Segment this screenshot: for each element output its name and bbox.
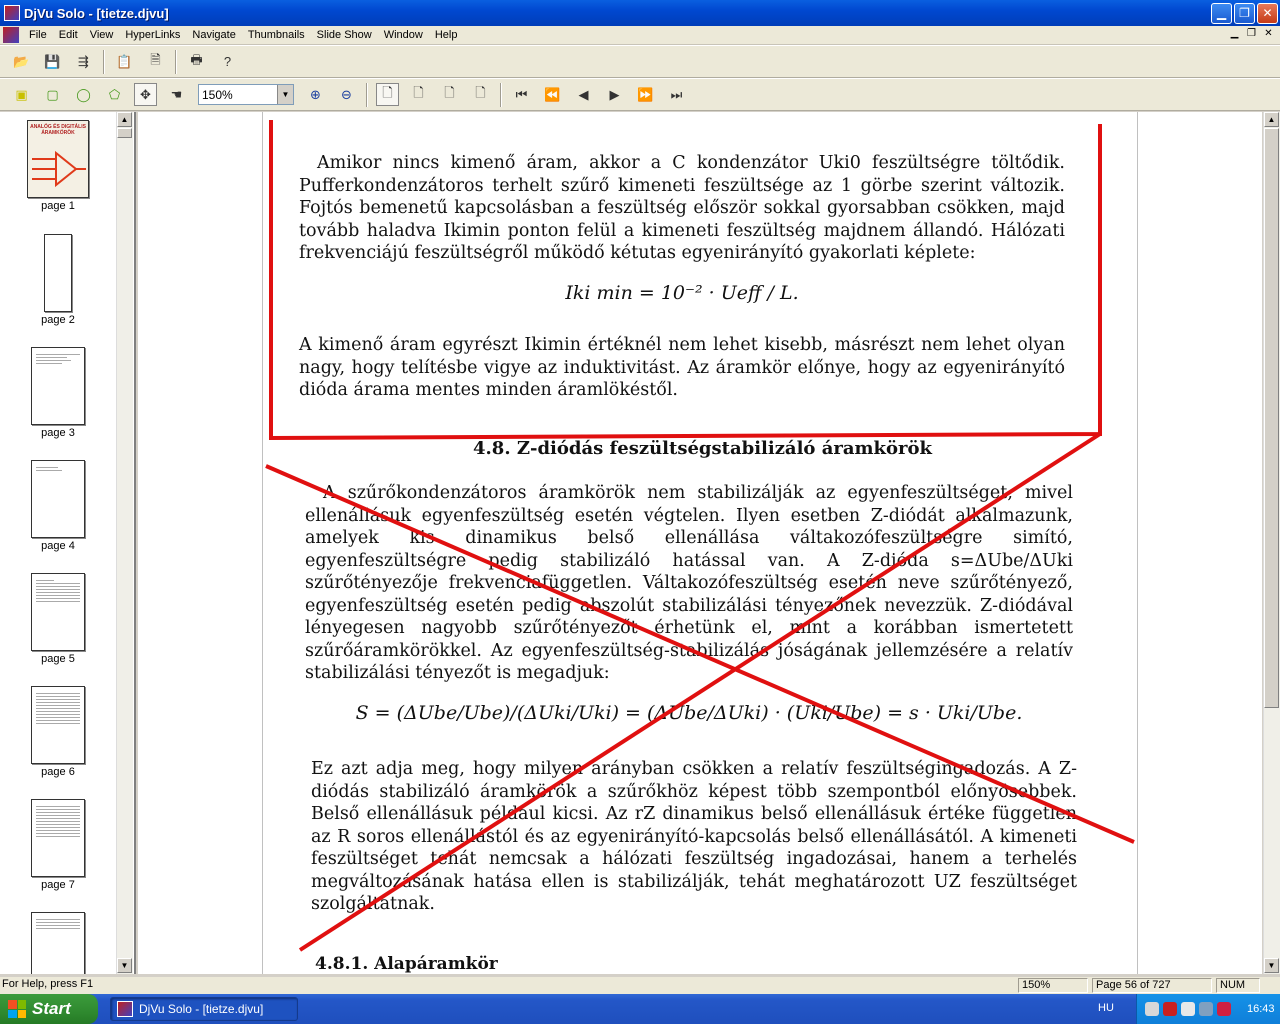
zoom-in-icon[interactable]: ⊕ xyxy=(310,86,321,102)
export-icon[interactable]: ⇶ xyxy=(78,53,89,69)
thumbnail-page-1[interactable] xyxy=(0,120,116,212)
red-annotation-overlay xyxy=(138,112,1262,974)
scroll-thumb[interactable] xyxy=(1264,128,1279,708)
thumbnail-page-7[interactable] xyxy=(0,799,116,891)
print-icon[interactable]: 🖶 xyxy=(190,51,203,67)
thumbnail-pane xyxy=(0,112,136,974)
first-page-icon[interactable]: ⏮ xyxy=(515,86,528,102)
thumbnail-caption: page 1 xyxy=(41,200,75,212)
cover-title: ANALÓG ÉS DIGITÁLIS ÁRAMKÖRÖK xyxy=(30,124,86,136)
document-view[interactable] xyxy=(138,112,1262,974)
zoom-out-icon[interactable]: ⊖ xyxy=(341,86,352,102)
forward-five-pages-icon[interactable]: ⏩ xyxy=(637,86,654,102)
menu-edit[interactable]: Edit xyxy=(58,29,78,41)
annotation-rectangle xyxy=(271,120,1100,438)
clock: 16:43 xyxy=(1247,1003,1275,1015)
thumbnail-caption: page 4 xyxy=(41,540,75,552)
fit-width-icon[interactable]: 🗋 xyxy=(413,84,424,100)
status-bar xyxy=(0,977,1280,994)
display-icon[interactable] xyxy=(1199,1002,1213,1016)
circuit-graphic xyxy=(28,149,88,189)
facing-pages-icon[interactable]: 🗋 xyxy=(475,84,486,100)
menu-view[interactable]: View xyxy=(89,29,114,41)
back-five-pages-icon[interactable]: ⏪ xyxy=(544,86,561,102)
menu-file[interactable]: File xyxy=(29,29,47,41)
status-num: NUM xyxy=(1216,978,1260,993)
security-shield-icon[interactable] xyxy=(1163,1002,1177,1016)
menu-thumbnails[interactable]: Thumbnails xyxy=(247,29,305,41)
chevron-down-icon[interactable]: ▼ xyxy=(277,85,293,104)
djvu-app-icon xyxy=(117,1001,133,1017)
section-heading: 4.8. Z-diódás feszültségstabilizáló áramkörök xyxy=(473,438,932,459)
system-tray xyxy=(1136,994,1280,1024)
start-label: Start xyxy=(32,999,71,1018)
thumbnail-caption: page 3 xyxy=(41,427,75,439)
annotation-cross-line xyxy=(300,434,1100,950)
save-icon[interactable]: 💾 xyxy=(44,53,61,69)
formula-1: Iki min = 10⁻² · Ueff / L. xyxy=(565,282,799,304)
view-toolbar xyxy=(0,78,1280,111)
document-scrollbar[interactable] xyxy=(1263,112,1280,974)
antivirus-icon[interactable] xyxy=(1217,1002,1231,1016)
title-bar xyxy=(0,0,1280,26)
minimize-button[interactable]: ▁ xyxy=(1211,3,1232,24)
subsection-heading: 4.8.1. Alapáramkör xyxy=(315,954,498,974)
thumbnail-page-2[interactable] xyxy=(0,234,116,326)
thumbnail-page-8[interactable] xyxy=(0,912,116,974)
thumbnail-page-3[interactable] xyxy=(0,347,116,439)
windows-logo-icon xyxy=(8,1000,26,1018)
select-polygon-icon[interactable]: ⬠ xyxy=(108,86,121,102)
annotation-cross-line xyxy=(266,466,1134,842)
menu-bar xyxy=(0,26,1280,45)
pan-tool-icon[interactable]: ✥ xyxy=(134,83,157,106)
window-title: DjVu Solo - [tietze.djvu] xyxy=(24,5,169,21)
thumbnail-page-4[interactable] xyxy=(0,460,116,552)
standard-toolbar xyxy=(0,45,1280,78)
hand-tool-icon[interactable]: ☚ xyxy=(170,86,183,102)
document-icon[interactable] xyxy=(3,27,19,43)
scroll-up-icon[interactable]: ▲ xyxy=(1264,112,1279,127)
volume-icon[interactable] xyxy=(1181,1002,1195,1016)
next-page-icon[interactable]: ▶ xyxy=(609,86,620,102)
doc-minimize-icon[interactable]: ▁ xyxy=(1230,28,1239,39)
single-page-icon[interactable]: 🗋 xyxy=(376,83,399,106)
taskbar-window-label: DjVu Solo - [tietze.djvu] xyxy=(139,1002,264,1016)
menu-hyperlinks[interactable]: HyperLinks xyxy=(125,29,181,41)
status-help-text: For Help, press F1 xyxy=(2,978,94,990)
thumbnail-scrollbar[interactable] xyxy=(116,112,133,974)
zoom-select[interactable] xyxy=(198,84,294,105)
paragraph-2: A kimenő áram egyrészt Ikimin értéknél nem lehet kisebb, másrészt nem lehet olyan nagy, hogy telítésbe vigye az induktivitást. Az áramkör előnye, hogy az egyenirányító dióda árama mentes minden áramlökéstől. xyxy=(299,335,1065,400)
thumbnail-caption: page 2 xyxy=(41,314,75,326)
scroll-down-icon[interactable]: ▼ xyxy=(1264,958,1279,973)
thumbnail-caption: page 6 xyxy=(41,766,75,778)
taskbar-window-button[interactable] xyxy=(110,997,298,1021)
thumbnail-page-6[interactable] xyxy=(0,686,116,778)
help-pointer-icon[interactable]: ? xyxy=(223,54,232,69)
doc-restore-icon[interactable]: ❐ xyxy=(1247,28,1256,39)
scroll-up-icon[interactable]: ▲ xyxy=(117,112,132,127)
paragraph-1: Amikor nincs kimenő áram, akkor a C kondenzátor Uki0 feszültségre töltődik. Pufferkondenzátoros terhelt szűrő kimeneti feszültsége az 1 görbe szerint változik. Fojtós bemenetű kapcsolásban a feszültség először sokkal gyorsabban csökken, majd tovább haladva Ikimin ponton felül a kimeneti feszültség majdnem állandó. Hálózati frekvenciájú feszültségről működő kétutas egyenirányító gyakorlati képlete: xyxy=(299,153,1065,263)
select-ellipse-icon[interactable]: ◯ xyxy=(76,86,91,102)
select-area-icon[interactable]: ▢ xyxy=(46,86,59,102)
last-page-icon[interactable]: ⏭ xyxy=(670,86,683,102)
paragraph-4: Ez azt adja meg, hogy milyen arányban csökken a relatív feszültségingadozás. A Z-diódás stabilizáló áramkörök a szűrőkhöz képest több szempontból előnyösebbek. Belső ellenállásuk például kicsi. Az rZ dinamikus belső ellenállásuk értéke független az R soros ellenállástól és az egyenirányító-kapcsolás belső ellenállásától. A kimeneti feszültséget tehát nemcsak a hálózati feszültség ingadozásai, hanem a terhelés megváltozásának hatása ellen is stabilizálják, tehát meghatározott UZ feszültséget szolgáltatnak. xyxy=(311,759,1077,914)
menu-slide-show[interactable]: Slide Show xyxy=(316,29,372,41)
continuous-icon[interactable]: 🗋 xyxy=(444,84,455,100)
menu-window[interactable]: Window xyxy=(383,29,423,41)
previous-page-icon[interactable]: ◀ xyxy=(578,86,589,102)
close-button[interactable]: ✕ xyxy=(1257,3,1278,24)
select-rect-icon[interactable]: ▣ xyxy=(15,86,28,102)
paragraph-3: A szűrőkondenzátoros áramkörök nem stabilizálják az egyenfeszültséget, mivel ellenállásuk egyenfeszültség esetén végtelen. Ilyen esetben Z-diódát alkalmazunk, amelyek kis dinamikus belső ellenállása váltakozófeszültségre simító, egyenfeszültségre pedig stabilizáló hatással van. A Z-dióda s=ΔUbe/ΔUki szűrőtényezője frekvenciafüggetlen. Váltakozófeszültség esetén neve szűrőtényező, egyenfeszültség esetén pedig abszolút stabilizálási tényezőnek nevezzük. Z-diódával lényegesen nagyobb szűrőtényezőt érhetünk el, mint a korábban ismertetett szűrőáramkörökkel. Az egyenfeszültség-stabilizálás jóságának jellemzésére a relatív stabilizálási tényezőt is megadjuk: xyxy=(305,483,1073,683)
menu-navigate[interactable]: Navigate xyxy=(192,29,236,41)
network-icon[interactable] xyxy=(1145,1002,1159,1016)
language-indicator[interactable]: HU xyxy=(1098,1002,1114,1014)
open-folder-icon[interactable]: 📂 xyxy=(13,53,30,69)
app-icon xyxy=(4,5,20,21)
doc-close-icon[interactable]: ✕ xyxy=(1264,28,1273,39)
formula-2: S = (ΔUbe/Ube)/(ΔUki/Uki) = (ΔUbe/ΔUki) · (Uki/Ube) = s · Uki/Ube. xyxy=(355,702,1023,724)
zoom-value: 150% xyxy=(202,87,233,102)
scroll-down-icon[interactable]: ▼ xyxy=(117,958,132,973)
status-page: Page 56 of 727 xyxy=(1092,978,1212,993)
thumbnail-caption: page 7 xyxy=(41,879,75,891)
clipboard-icon[interactable]: 📋 xyxy=(116,53,133,69)
thumbnail-page-5[interactable] xyxy=(0,573,116,665)
start-button[interactable] xyxy=(0,994,98,1024)
scroll-thumb[interactable] xyxy=(117,128,132,138)
menu-help[interactable]: Help xyxy=(434,29,458,41)
thumbnail-caption: page 5 xyxy=(41,653,75,665)
status-zoom: 150% xyxy=(1018,978,1088,993)
taskbar xyxy=(0,994,1280,1024)
page-properties-icon[interactable]: 🗎 xyxy=(150,51,161,67)
maximize-button[interactable]: ❐ xyxy=(1234,3,1255,24)
